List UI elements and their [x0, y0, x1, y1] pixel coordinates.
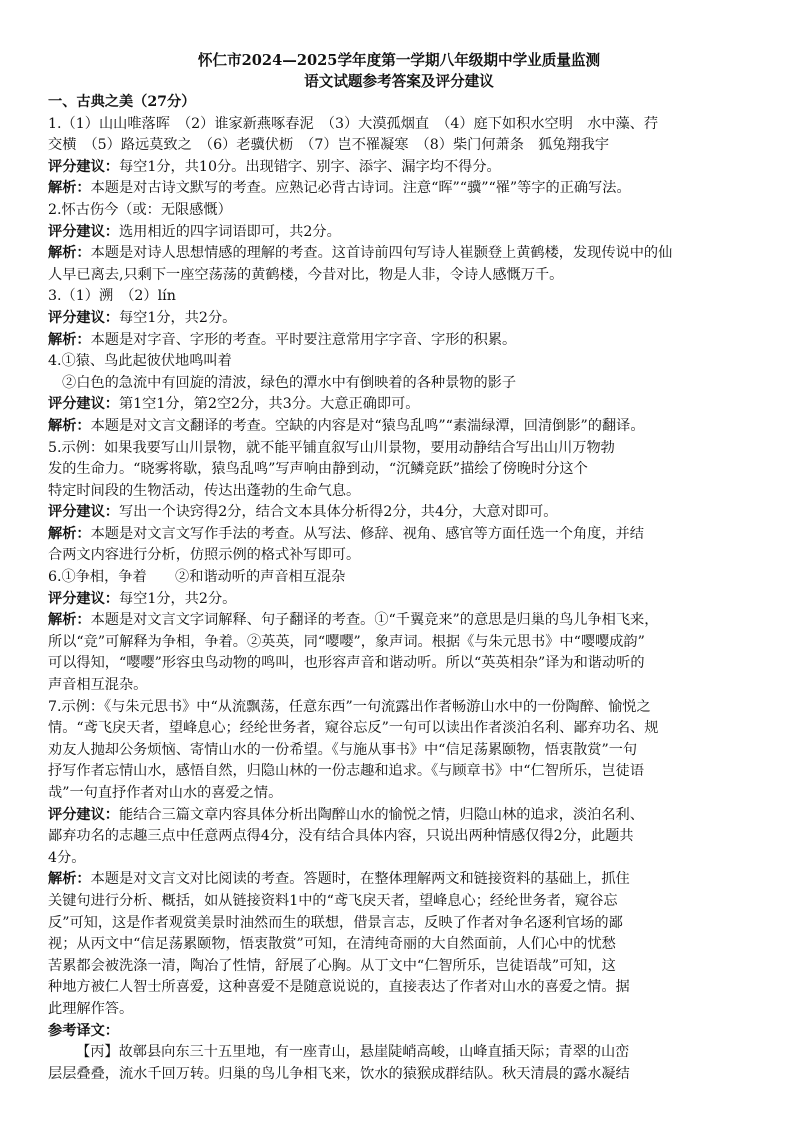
q7-analysis-cont-3: 视；从丙文中“信足荡累颐物，悟衷散赏”可知，在清纯奇丽的大自然面前，人们心中的忧愁 — [48, 936, 616, 953]
q7-analysis-cont-1: 关键句进行分析、概括，如从链接资料1中的“鸢飞戾天者，望峰息心；经纶世务者，窥谷忘 — [48, 892, 618, 909]
document-subtitle: 语文试题参考答案及评分建议 — [304, 73, 494, 90]
q6-analysis-cont-2: 可以得知，“嘤嘤”形容虫鸟动物的鸣叫，也形容声音和谐动听。所以“英英相杂”译为和谐动听的 — [48, 655, 645, 672]
q5-answer-3: 特定时间段的生物活动，传达出蓬勃的生命气息。 — [48, 482, 361, 499]
q3-score — [48, 308, 750, 330]
score-text: 选用相近的四字词语即可，共2分。 — [118, 223, 341, 240]
analysis-text: 本题是对诗人思想情感的理解的考查。这首诗前四句写诗人崔颢登上黄鹤楼，发现传说中的仙 — [90, 245, 673, 262]
score-text: 每空1分，共2分。 — [118, 309, 237, 326]
analysis-label: 解析： — [48, 331, 91, 348]
q6-answer: 6.①争相，争着 ②和谐动听的声音相互混杂 — [48, 569, 346, 586]
analysis-text: 本题是对字音、字形的考查。平时要注意常用字字音、字形的积累。 — [90, 331, 517, 348]
q5-analysis-cont: 合两文内容进行分析，仿照示例的格式补写即可。 — [48, 547, 361, 564]
q3-analysis — [48, 330, 750, 352]
translation-label: 参考译文： — [48, 1022, 119, 1039]
translation-line-2: 层层叠叠，流水千回万转。归巢的鸟儿争相飞来，饮水的猿猴成群结队。秋天清晨的露水凝结 — [48, 1065, 630, 1082]
analysis-label: 解析： — [48, 245, 91, 262]
q7-analysis-cont-2: 反”可知，这是作者观赏美景时油然而生的联想，借景言志，反映了作者对争名逐利官场的鄙 — [48, 914, 623, 931]
analysis-text: 本题是对文言文翻译的考查。空缺的内容是对“猿鸟乱鸣”“素湍绿潭，回清倒影”的翻译。 — [90, 417, 645, 434]
q5-analysis — [48, 524, 750, 546]
q1-score — [48, 157, 750, 179]
q6-analysis-cont-1: 所以“竞”可解释为争相，争着。②英英，同“嘤嘤”，象声词。根据《与朱元思书》中“嘤嘤成韵” — [48, 633, 645, 650]
score-text: 第1空1分，第2空2分，共3分。大意正确即可。 — [118, 396, 420, 413]
q6-analysis — [48, 610, 750, 632]
q7-analysis-cont-6: 此理解作答。 — [48, 1000, 134, 1017]
score-text: 能结合三篇文章内容具体分析出陶醉山水的愉悦之情，归隐山林的追求，淡泊名利、 — [118, 806, 644, 823]
score-text: 每空1分，共2分。 — [118, 590, 237, 607]
q1-analysis — [48, 178, 750, 200]
score-label: 评分建议： — [48, 396, 119, 413]
analysis-label: 解析： — [48, 180, 91, 197]
score-text: 写出一个诀窍得2分，结合文本具体分析得2分，共4分，大意对即可。 — [118, 504, 558, 521]
q5-score — [48, 502, 750, 524]
q5-answer-1: 5.示例：如果我要写山川景物，就不能平铺直叙写山川景物，要用动静结合写出山川万物勃 — [48, 439, 615, 456]
translation-line-1: 【丙】故鄣县向东三十五里地，有一座青山，悬崖陡峭高峻，山峰直插天际；青翠的山峦 — [76, 1044, 630, 1061]
q5-answer-2: 发的生命力。“晓雾将歇，猿鸟乱鸣”写声响由静到动，“沉鳞竞跃”描绘了傍晚时分这个 — [48, 461, 588, 478]
q7-answer-2: 情。“鸢飞戾天者，望峰息心；经纶世务者，窥谷忘反”一句可以读出作者淡泊名利、鄙弃功名、规 — [48, 720, 659, 737]
q7-answer-4: 抒写作者忘情山水，感悟自然，归隐山林的一份志趣和追求。《与顾章书》中“仁智所乐，岂徒语 — [48, 763, 645, 780]
q2-score — [48, 222, 750, 244]
analysis-text: 本题是对文言文对比阅读的考查。答题时，在整体理解两文和链接资料的基础上，抓住 — [90, 871, 630, 888]
q7-analysis-cont-4: 苦累都会被洗涤一清，陶冶了性情，舒展了心胸。从丁文中“仁智所乐，岂徒语哉”可知，这 — [48, 957, 616, 974]
score-label: 评分建议： — [48, 504, 119, 521]
q7-score-cont-1: 鄙弃功名的志趣三点中任意两点得4分，没有结合具体内容，只说出两种情感仅得2分，此题共 — [48, 828, 634, 845]
q2-analysis — [48, 243, 750, 265]
q2-answer: 2.怀古伤今（或：无限感慨） — [48, 201, 232, 218]
score-label: 评分建议： — [48, 309, 119, 326]
q1-answer-line-2: 交横 （5）路远莫致之 （6）老骥伏枥 （7）岂不罹凝寒 （8）柴门何萧条 狐兔翔我宇 — [48, 137, 610, 154]
q3-answer: 3.（1）溯 （2）lín — [48, 288, 176, 305]
analysis-text: 本题是对文言文字词解释、句子翻译的考查。①“千翼竞来”的意思是归巢的鸟儿争相飞来， — [90, 612, 659, 629]
score-label: 评分建议： — [48, 223, 119, 240]
score-label: 评分建议： — [48, 806, 119, 823]
q6-analysis-cont-3: 声音相互混杂。 — [48, 677, 148, 694]
analysis-label: 解析： — [48, 525, 91, 542]
q7-score-cont-2: 4分。 — [48, 849, 86, 866]
q4-answer-1: 4.①猿、鸟此起彼伏地鸣叫着 — [48, 353, 232, 370]
analysis-text: 本题是对古诗文默写的考查。应熟记必背古诗词。注意“晖”“骥”“罹”等字的正确写法。 — [90, 180, 631, 197]
analysis-label: 解析： — [48, 612, 91, 629]
analysis-label: 解析： — [48, 871, 91, 888]
q4-score — [48, 394, 750, 416]
score-text: 每空1分，共10分。出现错字、别字、添字、漏字均不得分。 — [118, 158, 501, 175]
score-label: 评分建议： — [48, 590, 119, 607]
q7-analysis — [48, 869, 750, 891]
q4-analysis — [48, 416, 750, 438]
q1-answer-line-1: 1.（1）山山唯落晖 （2）谁家新燕啄春泥 （3）大漠孤烟直 （4）庭下如积水空明 水中藻、荇 — [48, 115, 659, 132]
q7-analysis-cont-5: 种地方被仁人智士所喜爱，这种喜爱不是随意说说的，直接表达了作者对山水的喜爱之情。据 — [48, 979, 630, 996]
q7-answer-5: 哉”一句直抒作者对山水的喜爱之情。 — [48, 785, 283, 801]
score-label: 评分建议： — [48, 158, 119, 175]
q7-answer-3: 劝友人抛却公务烦恼、寄情山水的一份希望。《与施从事书》中“信足荡累颐物，悟衷散赏”一句 — [48, 741, 638, 758]
q4-answer-2: ②白色的急流中有回旋的清波，绿色的潭水中有倒映着的各种景物的影子 — [62, 374, 517, 391]
section-heading: 一、古典之美（27分） — [48, 94, 196, 110]
q2-analysis-cont: 人早已离去,只剩下一座空荡荡的黄鹤楼，今昔对比，物是人非，令诗人感慨万千。 — [48, 266, 564, 283]
q7-score — [48, 805, 750, 827]
q6-score — [48, 589, 750, 611]
document-title: 怀仁市2024—2025学年度第一学期八年级期中学业质量监测 — [197, 52, 601, 69]
analysis-label: 解析： — [48, 417, 91, 434]
q7-answer-1: 7.示例：《与朱元思书》中“从流飘荡，任意东西”一句流露出作者畅游山水中的一份陶醉、愉悦之 — [48, 698, 651, 715]
analysis-text: 本题是对文言文写作手法的考查。从写法、修辞、视角、感官等方面任选一个角度，并结 — [90, 525, 644, 542]
